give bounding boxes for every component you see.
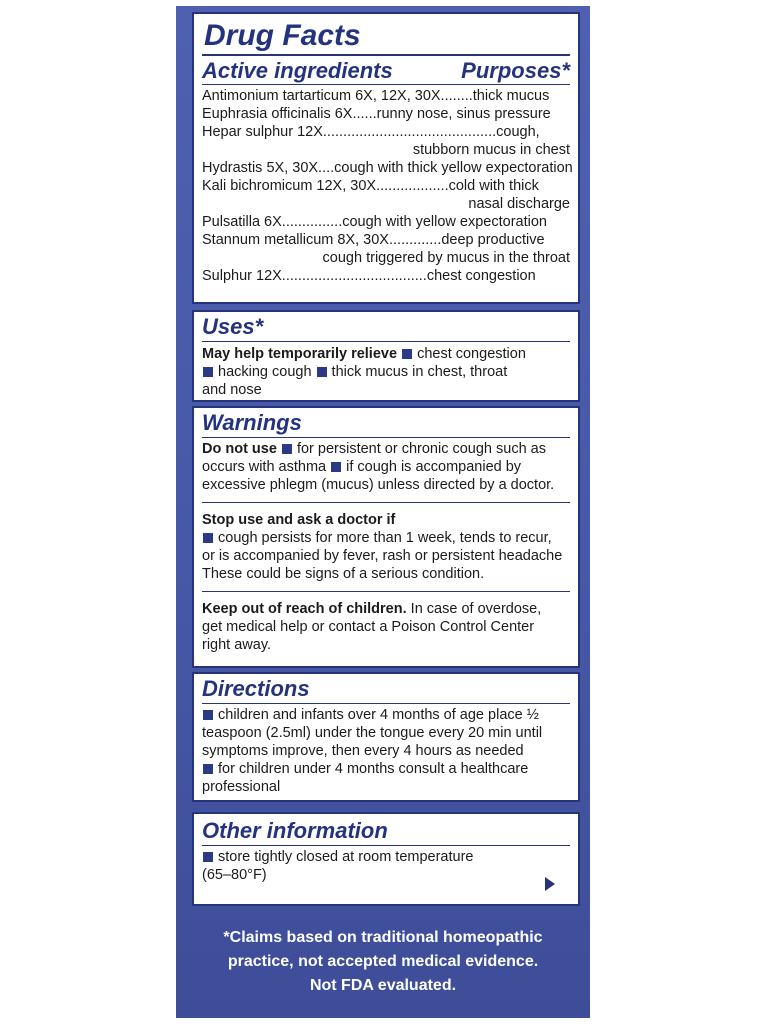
do-not-use-line-1 bbox=[202, 440, 570, 458]
other-info-divider bbox=[202, 845, 570, 846]
drug-facts-title: Drug Facts bbox=[204, 19, 361, 52]
other-info-title: Other information bbox=[202, 818, 388, 843]
ingredient-name: Kali bichromicum 12X, 30X.................. bbox=[202, 178, 449, 194]
directions-line-2: teaspoon (2.5ml) under the tongue every 20 min until bbox=[202, 725, 543, 741]
keep-out-text-1: In case of overdose, bbox=[410, 601, 542, 617]
uses-box bbox=[192, 310, 580, 402]
keep-out-lead: Keep out of reach of children. bbox=[202, 601, 407, 617]
uses-divider bbox=[202, 341, 570, 342]
ingredient-name: Sulphur 12X.................................... bbox=[202, 268, 427, 284]
directions-line-3: symptoms improve, then every 4 hours as needed bbox=[202, 743, 524, 759]
directions-line-5: professional bbox=[202, 779, 281, 795]
do-not-use-lead: Do not use bbox=[202, 441, 277, 457]
bullet-square-icon bbox=[317, 367, 327, 377]
footer-line-2: practice, not accepted medical evidence. bbox=[227, 953, 539, 970]
directions-text-1: children and infants over 4 months of age place ½ bbox=[218, 707, 539, 723]
stop-use-line-2: or is accompanied by fever, rash or persistent headache bbox=[202, 548, 563, 564]
uses-title: Uses* bbox=[202, 314, 264, 339]
ingredient-row bbox=[202, 87, 570, 105]
ingredient-name: Hydrastis 5X, 30X.... bbox=[202, 160, 335, 176]
ingredient-row bbox=[202, 213, 570, 231]
ingredient-purpose: deep productive bbox=[441, 232, 545, 248]
directions-title: Directions bbox=[202, 676, 310, 701]
footer-line-1: *Claims based on traditional homeopathic bbox=[223, 929, 543, 946]
ingredient-row bbox=[202, 123, 570, 141]
do-not-use-text-3: if cough is accompanied by bbox=[346, 459, 522, 475]
stop-use-lead: Stop use and ask a doctor if bbox=[202, 512, 396, 528]
footer-claims bbox=[176, 926, 590, 998]
bullet-square-icon bbox=[203, 533, 213, 543]
ingredient-purpose-cont: nasal discharge bbox=[468, 196, 570, 212]
uses-line-3: and nose bbox=[202, 382, 262, 398]
bullet-square-icon bbox=[331, 462, 341, 472]
bullet-square-icon bbox=[203, 710, 213, 720]
footer-line-3: Not FDA evaluated. bbox=[309, 977, 457, 994]
directions-box bbox=[192, 672, 580, 802]
uses-line-1 bbox=[202, 345, 570, 363]
other-info-line-1 bbox=[202, 848, 570, 866]
other-info-line-2: (65–80°F) bbox=[202, 867, 267, 883]
warnings-divider bbox=[202, 437, 570, 438]
ingredient-purpose: cold with thick bbox=[448, 178, 539, 194]
bullet-square-icon bbox=[203, 852, 213, 862]
ingredient-purpose-cont: stubborn mucus in chest bbox=[412, 142, 570, 158]
other-info-text-1: store tightly closed at room temperature bbox=[218, 849, 474, 865]
do-not-use-line-3: excessive phlegm (mucus) unless directed by a doctor. bbox=[202, 477, 555, 493]
stop-use-line-1 bbox=[202, 529, 570, 547]
ingredient-name: Antimonium tartarticum 6X, 12X, 30X........ bbox=[202, 88, 473, 104]
bullet-square-icon bbox=[203, 367, 213, 377]
do-not-use-text-1: for persistent or chronic cough such as bbox=[296, 441, 546, 457]
ingredient-purpose: cough with thick yellow expectoration bbox=[334, 160, 573, 176]
bullet-square-icon bbox=[402, 349, 412, 359]
active-ingredients-box bbox=[192, 12, 580, 304]
ingredient-purpose: cough with yellow expectoration bbox=[342, 214, 547, 230]
ingredient-purpose: cough, bbox=[496, 124, 540, 140]
ingredient-row bbox=[202, 159, 573, 177]
ingredient-row bbox=[202, 267, 570, 285]
ingredient-purpose: runny nose, sinus pressure bbox=[376, 106, 551, 122]
do-not-use-text-2: occurs with asthma bbox=[202, 459, 327, 475]
purposes-heading: Purposes* bbox=[461, 58, 570, 83]
active-ingredients-heading: Active ingredients bbox=[202, 58, 393, 83]
uses-lead: May help temporarily relieve bbox=[202, 346, 398, 362]
uses-item-2: hacking cough bbox=[218, 364, 312, 380]
ingredient-name: Hepar sulphur 12X........................................... bbox=[202, 124, 497, 140]
other-info-box bbox=[192, 812, 580, 906]
ingredients-list bbox=[202, 87, 573, 285]
stop-use-line-3: These could be signs of a serious condition. bbox=[202, 566, 485, 582]
ingredient-purpose-cont: cough triggered by mucus in the throat bbox=[322, 250, 570, 266]
keep-out-line-2: get medical help or contact a Poison Control Center bbox=[202, 619, 535, 635]
uses-item-1: chest congestion bbox=[417, 346, 526, 362]
bullet-square-icon bbox=[203, 764, 213, 774]
warnings-box bbox=[192, 406, 580, 668]
active-heading-row bbox=[202, 58, 570, 84]
ingredient-row bbox=[202, 105, 570, 123]
warnings-subdivider-2 bbox=[202, 591, 570, 592]
continue-arrow-icon bbox=[544, 876, 556, 892]
warnings-title: Warnings bbox=[202, 410, 302, 435]
stop-use-text-1: cough persists for more than 1 week, tends to recur, bbox=[218, 530, 552, 546]
ingredient-row bbox=[202, 177, 570, 195]
active-divider bbox=[202, 84, 570, 85]
ingredient-purpose: chest congestion bbox=[426, 268, 536, 284]
drug-facts-panel bbox=[176, 6, 590, 1018]
title-divider bbox=[202, 54, 570, 56]
directions-line-4 bbox=[202, 760, 570, 778]
directions-line-1 bbox=[202, 706, 570, 724]
keep-out-line-3: right away. bbox=[202, 637, 272, 653]
warnings-subdivider-1 bbox=[202, 502, 570, 503]
directions-divider bbox=[202, 703, 570, 704]
directions-text-4: for children under 4 months consult a healthcare bbox=[218, 761, 529, 777]
do-not-use-line-2 bbox=[202, 458, 570, 476]
uses-item-3: thick mucus in chest, throat bbox=[331, 364, 508, 380]
ingredient-name: Euphrasia officinalis 6X...... bbox=[202, 106, 377, 122]
ingredient-purpose: thick mucus bbox=[472, 88, 550, 104]
ingredient-row bbox=[202, 231, 570, 249]
keep-out-line-1 bbox=[202, 600, 570, 618]
bullet-square-icon bbox=[282, 444, 292, 454]
ingredient-name: Stannum metallicum 8X, 30X............. bbox=[202, 232, 442, 248]
uses-line-2 bbox=[202, 363, 570, 381]
ingredient-name: Pulsatilla 6X............... bbox=[202, 214, 343, 230]
